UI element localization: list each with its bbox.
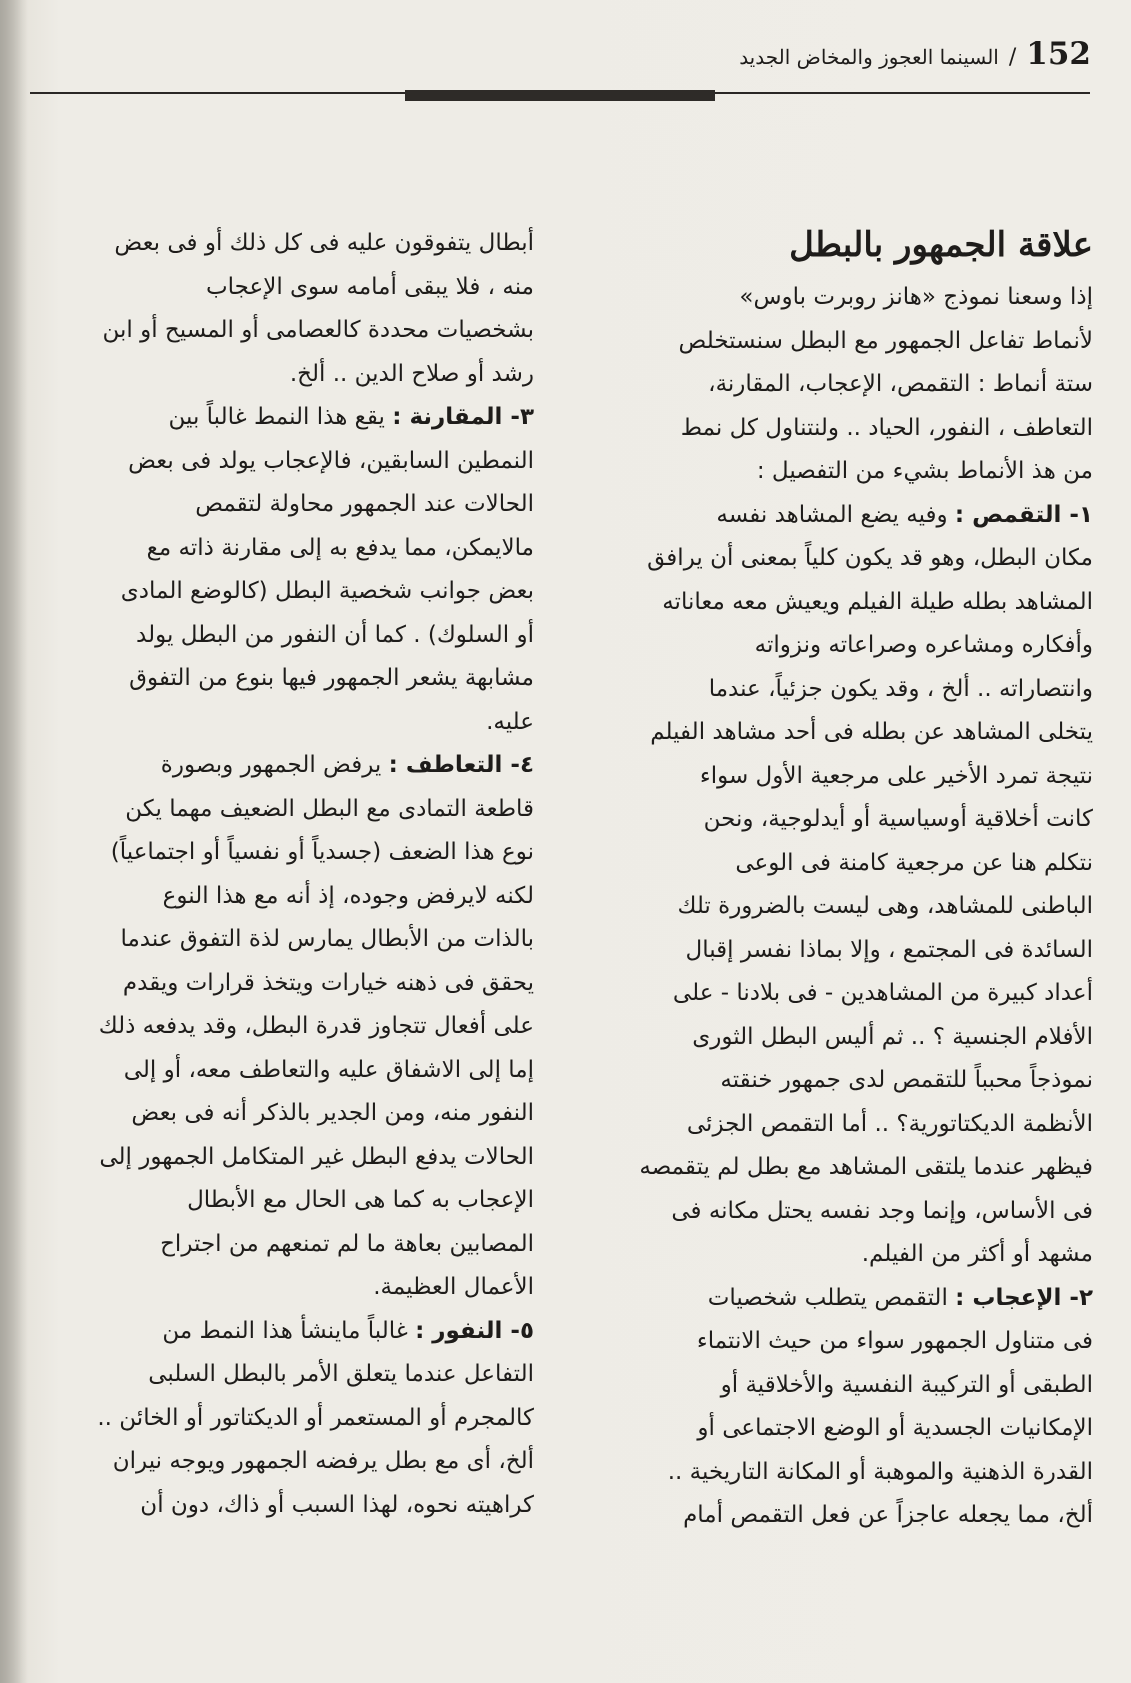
line-text: بشخصيات محددة كالعصامى أو المسيح أو ابن — [102, 317, 534, 343]
line-text: التقمص يتطلب شخصيات — [707, 1284, 956, 1311]
line-text: نوع هذا الضعف (جسدياً أو نفسياً أو اجتماعياً) — [110, 839, 534, 865]
line-text: كالمجرم أو المستعمر أو الديكتاتور أو الخائن .. — [97, 1404, 534, 1431]
text-line — [44, 1484, 534, 1528]
text-line — [44, 266, 534, 310]
text-line — [593, 624, 1093, 668]
text-line — [44, 396, 534, 440]
line-text: ستة أنماط : التقمص، الإعجاب، المقارنة، — [708, 371, 1093, 397]
spine-shadow — [0, 0, 28, 1683]
text-line — [44, 1440, 534, 1484]
text-line — [593, 1320, 1093, 1364]
text-line — [44, 1179, 534, 1223]
text-line — [593, 407, 1093, 451]
line-text: المصابين بعاهة ما لم تمنعهم من اجتراح — [160, 1230, 534, 1257]
text-line — [44, 483, 534, 527]
text-line — [44, 788, 534, 832]
header-rule-bar — [405, 90, 715, 101]
text-line — [44, 701, 534, 745]
text-line — [44, 309, 534, 353]
text-line — [593, 1407, 1093, 1451]
line-text: الإمكانيات الجسدية أو الوضع الاجتماعى أو — [697, 1415, 1093, 1441]
running-head — [600, 36, 1091, 86]
text-line — [44, 1266, 534, 1310]
book-title: السينما العجوز والمخاض الجديد — [739, 45, 999, 69]
line-text: مالايمكن، مما يدفع به إلى مقارنة ذاته مع — [146, 534, 534, 561]
text-line — [593, 1364, 1093, 1408]
text-line — [593, 1277, 1093, 1321]
line-text: من هذ الأنماط بشيء من التفصيل : — [756, 458, 1093, 484]
text-line — [593, 1103, 1093, 1147]
line-text: مشهد أو أكثر من الفيلم. — [861, 1241, 1093, 1267]
text-line — [44, 831, 534, 875]
text-line — [44, 744, 534, 788]
text-line — [593, 885, 1093, 929]
line-text: يتخلى المشاهد عن بطله فى أحد مشاهد الفيلم — [650, 719, 1093, 745]
text-line — [593, 363, 1093, 407]
pattern-heading: ٢- الإعجاب : — [955, 1284, 1093, 1311]
text-line — [44, 1005, 534, 1049]
line-text: نموذجاً محبباً للتقمص لدى جمهور خنقته — [720, 1067, 1093, 1093]
right-column — [593, 222, 1093, 1538]
line-text: كراهيته نحوه، لهذا السبب أو ذاك، دون أن — [140, 1491, 534, 1518]
line-text: الأنظمة الديكتاتورية؟ .. أما التقمص الجزئى — [686, 1110, 1093, 1137]
line-text: لكنه لايرفض وجوده، إذ أنه مع هذا النوع — [162, 882, 534, 909]
line-text: الأعمال العظيمة. — [373, 1274, 534, 1300]
line-text: بعض جوانب شخصية البطل (كالوضع المادى — [120, 578, 534, 604]
line-text: القدرة الذهنية والموهبة أو المكانة التاريخية .. — [667, 1458, 1093, 1485]
text-line — [593, 1190, 1093, 1234]
line-text: مكان البطل، وهو قد يكون كلياً بمعنى أن يرافق — [647, 545, 1093, 571]
text-line — [593, 842, 1093, 886]
text-line — [593, 1494, 1093, 1538]
text-line — [593, 1233, 1093, 1277]
line-text: مشابهة يشعر الجمهور فيها بنوع من التفوق — [129, 665, 534, 691]
line-text: إما إلى الاشفاق عليه والتعاطف معه، أو إلى — [123, 1056, 534, 1083]
line-text: الطبقى أو التركيبة النفسية والأخلاقية أو — [720, 1371, 1093, 1398]
line-text: فيظهر عندما يلتقى المشاهد مع بطل لم يتقمصه — [639, 1154, 1093, 1180]
text-line — [593, 450, 1093, 494]
line-text: إذا وسعنا نموذج «هانز روبرت باوس» — [739, 284, 1093, 310]
text-line — [593, 581, 1093, 625]
text-line — [44, 1223, 534, 1267]
line-text: قاطعة التمادى مع البطل الضعيف مهما يكن — [125, 795, 534, 822]
line-text: الإعجاب به كما هى الحال مع الأبطال — [187, 1187, 534, 1213]
line-text: أو السلوك) . كما أن النفور من البطل يولد — [136, 621, 534, 648]
text-line — [44, 657, 534, 701]
text-line — [44, 1397, 534, 1441]
line-text: ألخ، مما يجعله عاجزاً عن فعل التقمص أمام — [683, 1502, 1093, 1528]
line-text: على أفعال تتجاوز قدرة البطل، وقد يدفعه ذلك — [98, 1013, 534, 1039]
text-line — [44, 222, 534, 266]
text-line — [593, 320, 1093, 364]
line-text: وانتصاراته .. ألخ ، وقد يكون جزئياً، عندما — [708, 675, 1093, 702]
text-line — [593, 972, 1093, 1016]
line-text: الحالات يدفع البطل غير المتكامل الجمهور إلى — [99, 1143, 534, 1170]
pattern-heading: ١- التقمص : — [954, 501, 1093, 528]
line-text: رشد أو صلاح الدين .. ألخ. — [289, 360, 534, 387]
line-text: لأنماط تفاعل الجمهور مع البطل سنستخلص — [678, 327, 1093, 354]
section-heading: علاقة الجمهور بالبطل — [789, 225, 1093, 265]
text-line — [593, 1016, 1093, 1060]
line-text: الحالات عند الجمهور محاولة لتقمص — [195, 491, 534, 517]
line-text: فى الأساس، وإنما وجد نفسه يحتل مكانه فى — [671, 1197, 1093, 1224]
page-number: 152 — [1026, 36, 1091, 72]
line-text: غالباً ماينشأ هذا النمط من — [162, 1317, 416, 1344]
line-text: الباطنى للمشاهد، وهى ليست بالضرورة تلك — [677, 893, 1093, 919]
text-line — [593, 755, 1093, 799]
line-text: يرفض الجمهور وبصورة — [160, 752, 389, 778]
pattern-heading: ٤- التعاطف : — [388, 752, 534, 778]
line-text: السائدة فى المجتمع ، وإلا بماذا نفسر إقبال — [685, 936, 1093, 963]
line-text: التفاعل عندما يتعلق الأمر بالبطل السلبى — [148, 1361, 534, 1387]
text-line — [593, 711, 1093, 755]
text-line — [44, 918, 534, 962]
text-line — [593, 668, 1093, 712]
line-text: أعداد كبيرة من المشاهدين - فى بلادنا - على — [672, 980, 1093, 1006]
line-text: كانت أخلاقية أوسياسية أو أيدلوجية، ونحن — [703, 806, 1093, 832]
text-line — [44, 1092, 534, 1136]
line-text: ألخ، أى مع بطل يرفضه الجمهور ويوجه نيران — [112, 1448, 534, 1474]
line-text: أبطال يتفوقون عليه فى كل ذلك أو فى بعض — [114, 230, 534, 256]
text-line — [593, 276, 1093, 320]
text-line — [44, 570, 534, 614]
line-text: نتيجة تمرد الأخير على مرجعية الأول سواء — [699, 762, 1093, 789]
text-line — [44, 440, 534, 484]
line-text: نتكلم هنا عن مرجعية كامنة فى الوعى — [735, 849, 1093, 876]
text-line — [593, 537, 1093, 581]
text-line — [44, 962, 534, 1006]
text-line — [44, 614, 534, 658]
line-text: النفور منه، ومن الجدير بالذكر أنه فى بعض — [131, 1100, 534, 1126]
line-text: النمطين السابقين، فالإعجاب يولد فى بعض — [128, 447, 534, 474]
line-text: يقع هذا النمط غالباً بين — [168, 404, 393, 430]
text-line — [44, 1136, 534, 1180]
text-line — [44, 1310, 534, 1354]
header-separator: / — [1008, 45, 1017, 70]
line-text: وأفكاره ومشاعره وصراعاته ونزواته — [754, 632, 1093, 658]
pattern-heading: ٥- النفور : — [415, 1317, 534, 1344]
text-line — [593, 1146, 1093, 1190]
line-text: يحقق فى ذهنه خيارات ويتخذ قرارات ويقدم — [122, 969, 534, 996]
text-line — [593, 929, 1093, 973]
line-text: منه ، فلا يبقى أمامه سوى الإعجاب — [205, 273, 534, 300]
text-line — [593, 798, 1093, 842]
text-line — [44, 1049, 534, 1093]
text-line — [593, 494, 1093, 538]
text-line — [593, 1451, 1093, 1495]
pattern-heading: ٣- المقارنة : — [392, 404, 534, 430]
line-text: فى متناول الجمهور سواء من حيث الانتماء — [696, 1328, 1093, 1354]
text-line — [44, 353, 534, 397]
line-text: الأفلام الجنسية ؟ .. ثم أليس البطل الثورى — [692, 1023, 1093, 1050]
left-column — [44, 222, 534, 1527]
line-text: التعاطف ، النفور، الحياد .. ولنتناول كل نمط — [680, 414, 1093, 441]
text-line — [44, 875, 534, 919]
line-text: بالذات من الأبطال يمارس لذة التفوق عندما — [120, 926, 534, 952]
line-text: عليه. — [486, 708, 534, 735]
text-line — [44, 1353, 534, 1397]
text-line — [44, 527, 534, 571]
line-text: وفيه يضع المشاهد نفسه — [716, 501, 955, 528]
line-text: المشاهد بطله طيلة الفيلم ويعيش معه معاناته — [662, 588, 1093, 615]
text-line — [593, 1059, 1093, 1103]
